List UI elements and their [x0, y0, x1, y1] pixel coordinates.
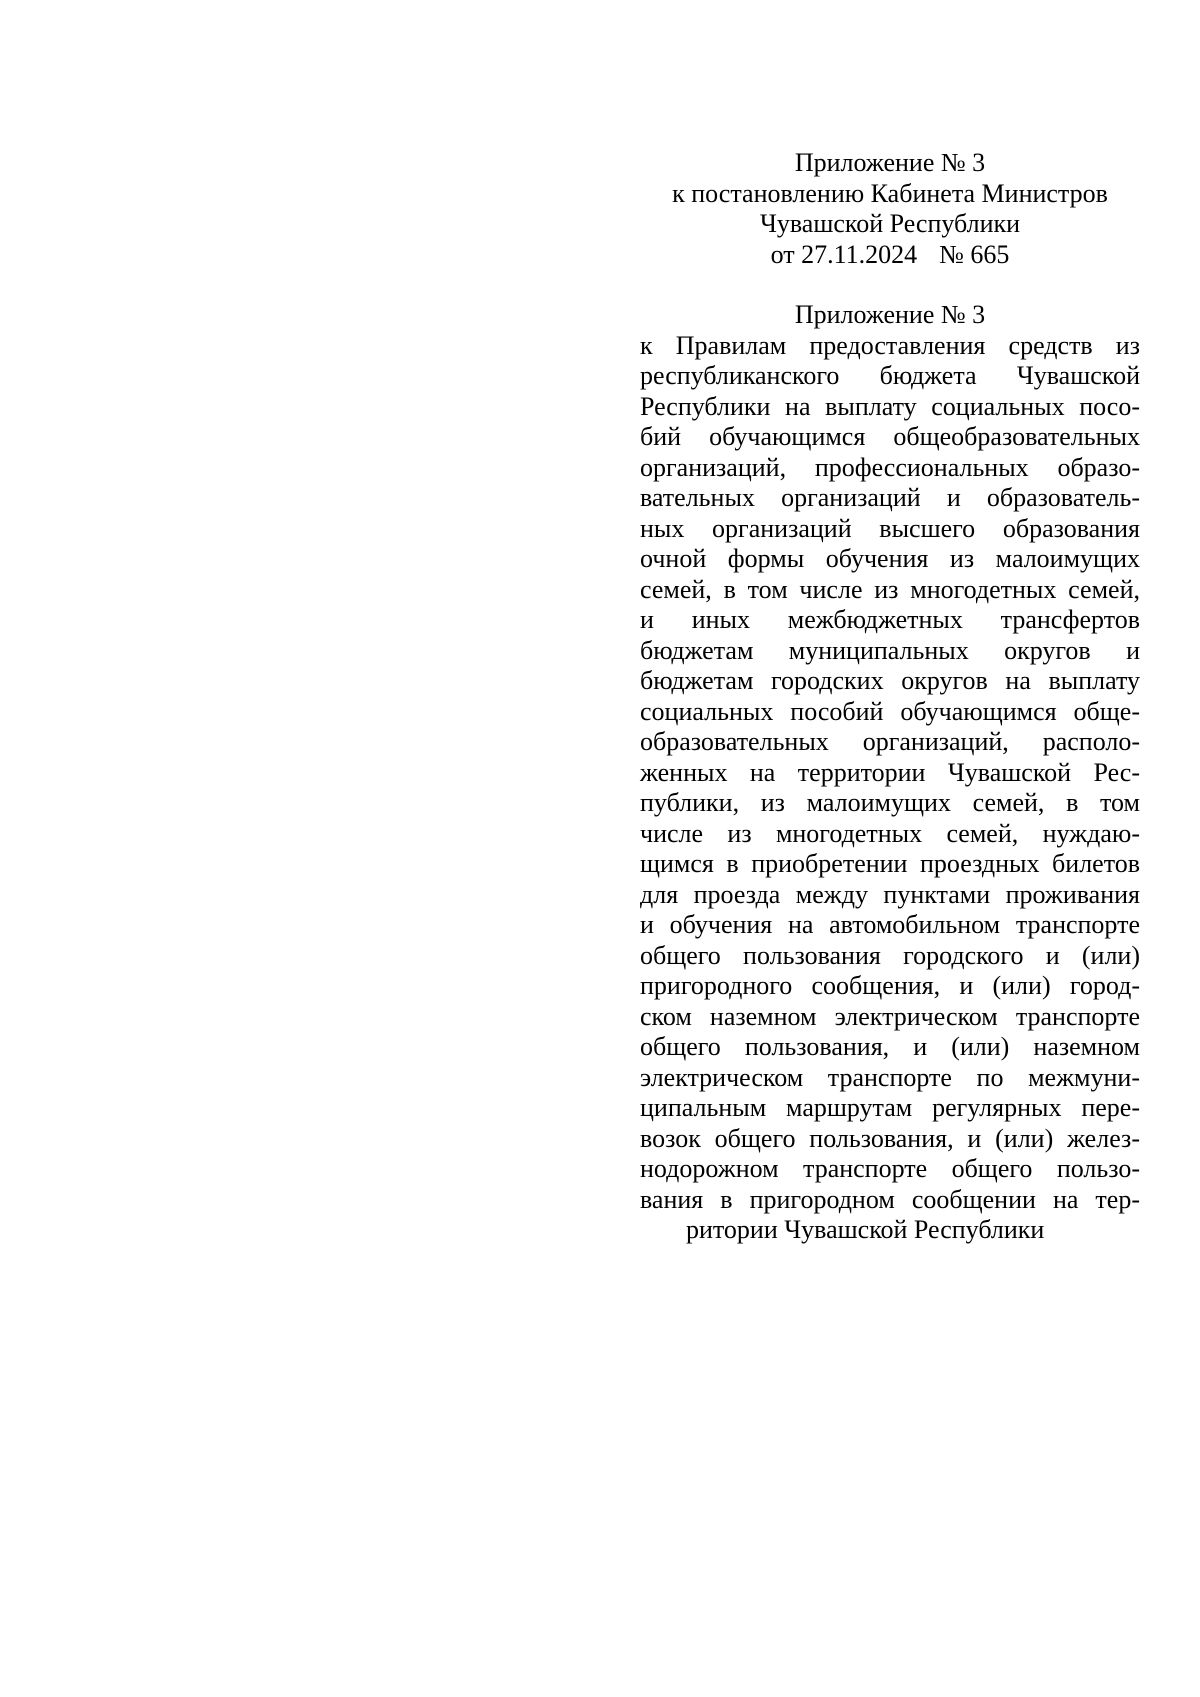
- rules-title-line: бюджетам муниципальных округов и: [640, 635, 1140, 665]
- decree-appendix-label: Приложение № 3: [794, 148, 986, 177]
- rules-title-line: и обучения на автомобильном транспорте: [640, 910, 1140, 939]
- rules-appendix-label: Приложение № 3: [794, 300, 986, 329]
- republic-line: Чувашской Республики: [759, 209, 1021, 238]
- rules-title-line: вания в пригородном сообщении на тер-: [640, 1184, 1140, 1214]
- appendix-block: [640, 148, 1140, 1246]
- rules-title-line: публики, из малоимущих семей, в том: [640, 788, 1140, 817]
- rules-title-line: вательных организаций и образователь-: [640, 483, 1140, 512]
- rules-title-line: пригородного сообщения, и (или) город-: [640, 971, 1140, 1000]
- rules-title-paragraph: [640, 331, 1140, 1246]
- rules-title-line: ципальным маршрутам регулярных пере-: [640, 1093, 1140, 1122]
- decree-date-number-line: [640, 240, 1140, 271]
- rules-title-line: социальных пособий обучающимся обще-: [640, 696, 1140, 726]
- rules-title-line: электрическом транспорте по межмуни-: [640, 1062, 1140, 1092]
- rules-title-line: ском наземном электрическом транспорте: [640, 1001, 1140, 1031]
- rules-title-line: бюджетам городских округов на выплату: [640, 666, 1140, 695]
- rules-title-line: для проезда между пунктами проживания: [640, 879, 1140, 909]
- decree-reference-line: к постановлению Кабинета Министров: [672, 178, 1108, 208]
- rules-title-line: общего пользования городского и (или): [640, 940, 1140, 970]
- rules-title-line: ных организаций высшего образования: [640, 513, 1140, 543]
- rules-title-line: женных на территории Чувашской Рес-: [640, 757, 1140, 787]
- rules-title-line: организаций, профессиональных образо-: [640, 452, 1140, 482]
- rules-title-line: бий обучающимся общеобразовательных: [640, 422, 1140, 451]
- rules-title-line: щимся в приобретении проездных билетов: [640, 849, 1140, 878]
- rules-title-line: семей, в том числе из многодетных семей,: [640, 574, 1140, 604]
- rules-title-line: к Правилам предоставления средств из: [640, 330, 1140, 360]
- rules-appendix-header: [640, 300, 1140, 331]
- spacer: [640, 270, 1140, 300]
- rules-title-last-line: ритории Чувашской Республики: [686, 1215, 1045, 1244]
- rules-title-line: нодорожном транспорте общего пользо-: [640, 1154, 1140, 1183]
- rules-title-line: Республики на выплату социальных посо-: [640, 391, 1140, 421]
- decree-number: № 665: [939, 239, 1010, 269]
- decree-date: от 27.11.2024: [770, 239, 918, 269]
- rules-title-line: общего пользования, и (или) наземном: [640, 1032, 1140, 1061]
- rules-title-line: очной формы обучения из малоимущих: [640, 544, 1140, 573]
- rules-title-line: республиканского бюджета Чувашской: [640, 361, 1140, 390]
- rules-title-line: числе из многодетных семей, нуждаю-: [640, 818, 1140, 848]
- decree-appendix-header: [640, 148, 1140, 270]
- rules-title-line: и иных межбюджетных трансфертов: [640, 605, 1140, 634]
- rules-title-line: возок общего пользования, и (или) желез-: [640, 1123, 1140, 1153]
- rules-title-line: образовательных организаций, располо-: [640, 727, 1140, 756]
